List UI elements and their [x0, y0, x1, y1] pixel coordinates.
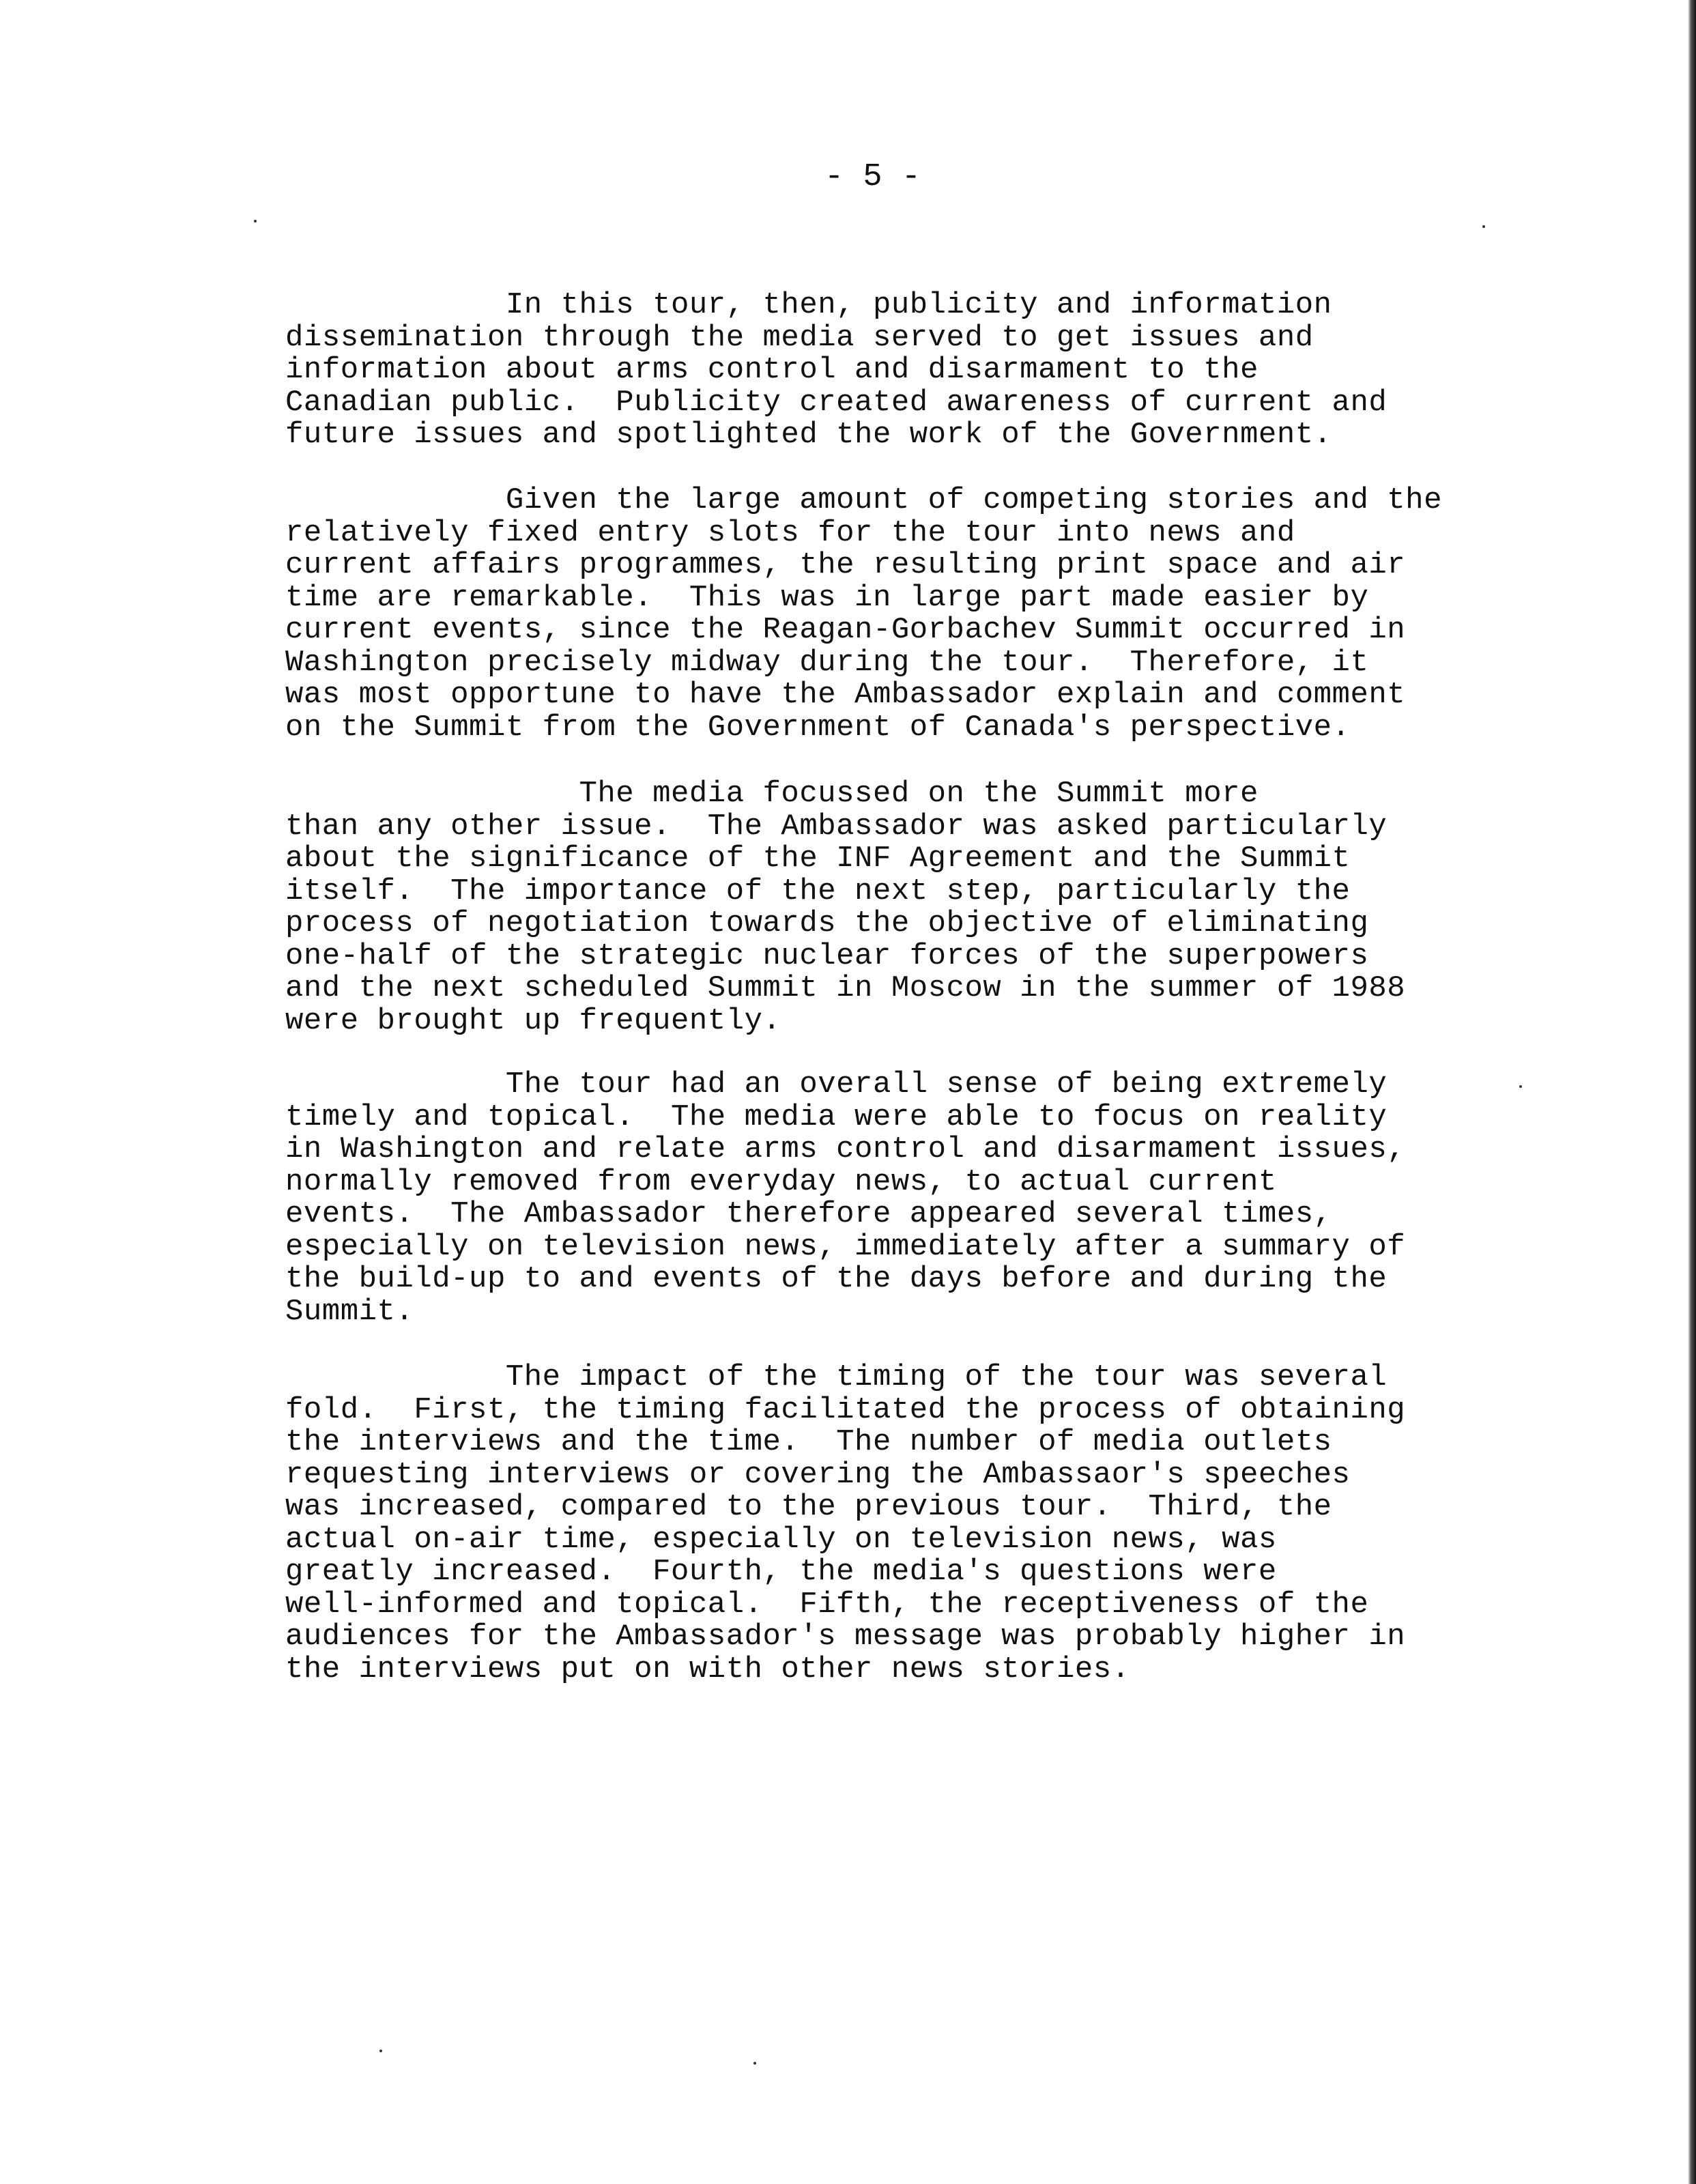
text-line: Given the large amount of competing stories and the [285, 483, 1442, 517]
paragraph-3 [285, 778, 1500, 1037]
text-line: normally removed from everyday news, to actual current [285, 1164, 1277, 1199]
paragraph-4 [285, 1069, 1500, 1328]
text-line: current affairs programmes, the resulting print space and air [285, 548, 1406, 582]
text-line: current events, since the Reagan-Gorbachev Summit occurred in [285, 613, 1406, 647]
scan-speck [753, 2062, 756, 2065]
paragraph-5 [285, 1362, 1500, 1686]
scan-speck [254, 220, 257, 222]
text-line: events. The Ambassador therefore appeared several times, [285, 1197, 1332, 1231]
text-line: fold. First, the timing facilitated the process of obtaining [285, 1392, 1406, 1427]
text-line: itself. The importance of the next step, particularly the [285, 874, 1351, 908]
text-line: was most opportune to have the Ambassador explain and comment [285, 678, 1406, 712]
text-line: the interviews and the time. The number of media outlets [285, 1425, 1332, 1459]
text-line: In this tour, then, publicity and information [285, 288, 1332, 322]
scan-speck [1519, 1085, 1522, 1088]
scan-edge-shadow [1688, 0, 1696, 2184]
text-line: timely and topical. The media were able to focus on reality [285, 1100, 1388, 1134]
page-number: - 5 - [824, 159, 921, 195]
text-line: on the Summit from the Government of Canada's perspective. [285, 710, 1351, 745]
text-line: especially on television news, immediately after a summary of [285, 1229, 1406, 1264]
text-line: audiences for the Ambassador's message was probably higher in [285, 1620, 1406, 1654]
text-line: The tour had an overall sense of being extremely [285, 1067, 1388, 1102]
text-line: Washington precisely midway during the tour. Therefore, it [285, 645, 1369, 680]
text-line: the interviews put on with other news stories. [285, 1652, 1130, 1686]
text-line: were brought up frequently. [285, 1003, 781, 1038]
text-line: Canadian public. Publicity created awareness of current and [285, 385, 1388, 420]
text-line: relatively fixed entry slots for the tour into news and [285, 515, 1295, 550]
text-line: The impact of the timing of the tour was several [285, 1360, 1388, 1394]
text-line: future issues and spotlighted the work of the Government. [285, 418, 1332, 452]
text-line: process of negotiation towards the objective of eliminating [285, 906, 1369, 940]
text-line: one-half of the strategic nuclear forces of the superpowers [285, 938, 1369, 973]
text-line: the build-up to and events of the days before and during the [285, 1262, 1388, 1296]
text-line: well-informed and topical. Fifth, the receptiveness of the [285, 1587, 1369, 1622]
text-line: in Washington and relate arms control and disarmament issues, [285, 1132, 1406, 1166]
scan-speck [1482, 225, 1485, 228]
text-line: than any other issue. The Ambassador was asked particularly [285, 809, 1388, 844]
text-line: dissemination through the media served to get issues and [285, 320, 1314, 355]
text-line: information about arms control and disarmament to the [285, 353, 1259, 387]
text-line: actual on-air time, especially on television news, was [285, 1522, 1277, 1557]
text-line: The media focussed on the Summit more [285, 777, 1259, 811]
text-line: time are remarkable. This was in large part made easier by [285, 580, 1369, 615]
text-line: greatly increased. Fourth, the media's questions were [285, 1555, 1277, 1589]
text-line: requesting interviews or covering the Ambassaor's speeches [285, 1457, 1351, 1492]
text-line: was increased, compared to the previous tour. Third, the [285, 1490, 1332, 1524]
paragraph-2 [285, 485, 1500, 744]
scan-speck [379, 2050, 382, 2052]
paragraph-1 [285, 289, 1500, 452]
text-line: about the significance of the INF Agreement and the Summit [285, 842, 1351, 876]
text-line: and the next scheduled Summit in Moscow in the summer of 1988 [285, 971, 1406, 1005]
text-line: Summit. [285, 1294, 414, 1329]
